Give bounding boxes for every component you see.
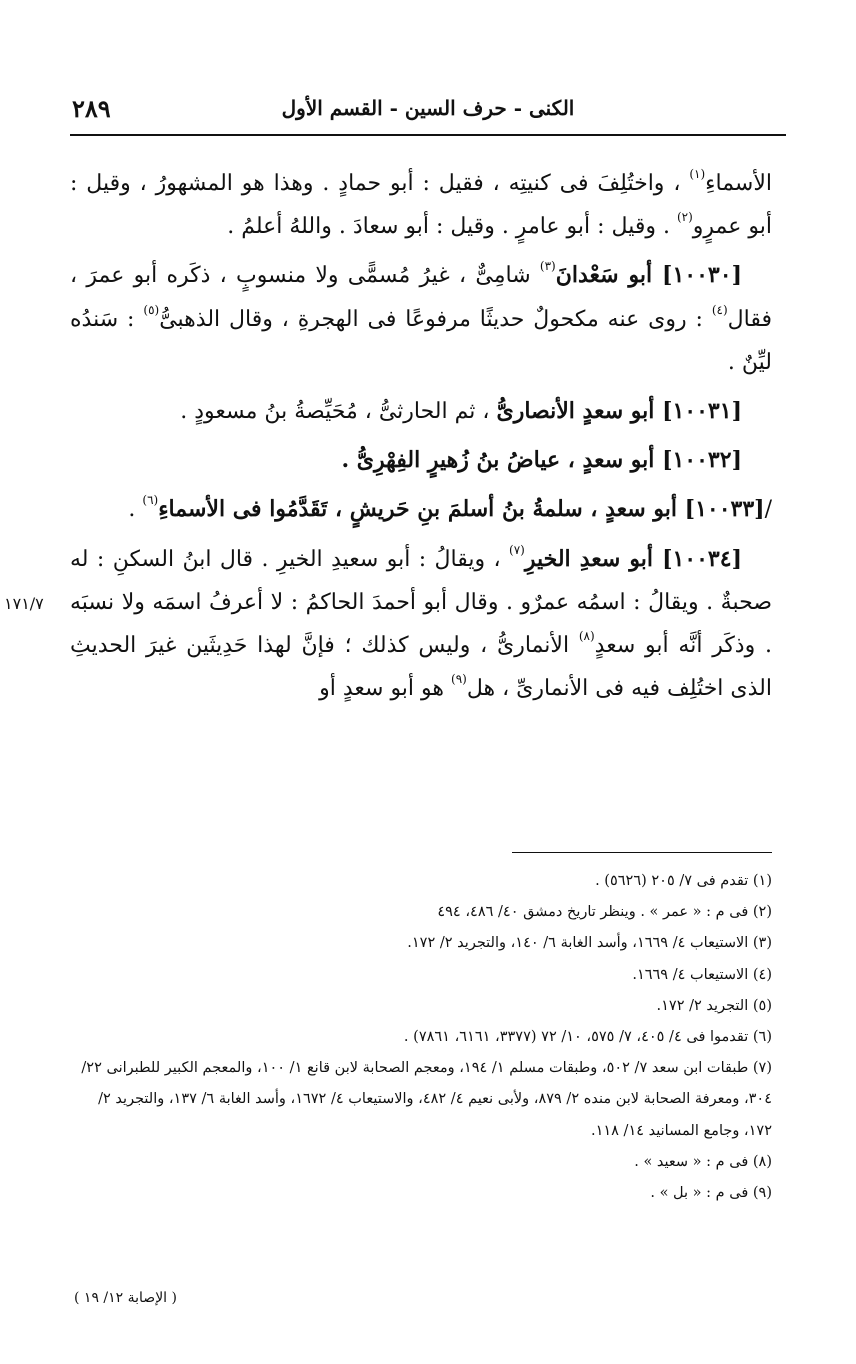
entry-number: [١٠٠٣٠] xyxy=(662,262,742,289)
text-run: : سَندُه ليِّنٌ . xyxy=(70,306,772,375)
source-edition-reference: ( الإصابة ١٢/ ١٩ ) xyxy=(74,1290,177,1306)
entry-number: [١٠٠٣٣] xyxy=(684,496,765,523)
text-run: ، واختُلِفَ فى كنيتِه ، فقيل : أبو حمادٍ . وهذا هو المشهورُ ، وقيل : أبو عمرٍو xyxy=(70,171,772,240)
entry-number: [١٠٠٣١] xyxy=(662,398,742,425)
footnote-ref-7[interactable]: (٧) xyxy=(509,542,525,557)
entry-10032 xyxy=(70,439,772,482)
text-run: . xyxy=(128,497,143,523)
entry-number: [١٠٠٣٤] xyxy=(662,545,742,572)
footnote-8: (٨) فى م : « سعيد » . xyxy=(634,1153,772,1170)
footnote-4: (٤) الاستيعاب ٤/ ١٦٦٩. xyxy=(632,966,772,983)
footnote-ref-1[interactable]: (١) xyxy=(689,167,706,181)
footnote-ref-8[interactable]: (٨) xyxy=(578,629,595,644)
entry-10031 xyxy=(70,390,772,433)
paragraph-continuation xyxy=(70,162,772,248)
footnote-1: (١) تقدم فى ٧/ ٢٠٥ (٥٦٢٦) . xyxy=(595,873,772,889)
text-run: . وقيل : أبو عامرٍ . وقيل : أبو سعادَ . واللهُ أعلمُ . xyxy=(227,214,677,240)
running-title: الكنى - حرف السين - القسم الأول xyxy=(281,96,575,120)
footnote-ref-6[interactable]: (٦) xyxy=(142,493,159,508)
footnote-ref-3[interactable]: (٣) xyxy=(539,259,556,274)
entry-name: أبو سَعْدانَ xyxy=(555,262,663,289)
main-text xyxy=(70,162,772,716)
page-number: ٢٨٩ xyxy=(72,94,111,123)
footnote-2: (٢) فى م : « عمر » . وينظر تاريخ دمشق ٤٠/ ٤٨٦، ٤٩٤ xyxy=(437,904,772,921)
text-run: هو أبو سعدٍ أو xyxy=(319,676,451,702)
entry-name: أبو سعدٍ الأنصارىُّ xyxy=(496,398,663,425)
text-run: شامِىٌّ ، غيرُ مُسمًّى ولا منسوبٍ ، ذكَره أبو عمرَ ، فقال xyxy=(70,263,772,332)
footnote-ref-5[interactable]: (٥) xyxy=(143,302,160,317)
entry-name: أبو سعدٍ ، عياضُ بنُ زُهيرٍ الفِهْرِىُّ . xyxy=(341,447,663,474)
margin-volume-reference: ١٧١/٧ xyxy=(4,594,44,613)
entry-10030 xyxy=(70,254,772,384)
text-run: : روى عنه مكحولٌ حديثًا مرفوعًا فى الهجرةِ ، وقال الذهبىُّ xyxy=(159,306,712,332)
footnote-ref-4[interactable]: (٤) xyxy=(711,302,728,317)
footnote-ref-2[interactable]: (٢) xyxy=(676,210,693,225)
footnotes xyxy=(70,866,772,1209)
entry-name: أبو سعدِ الخيرِ xyxy=(524,545,663,572)
footnote-ref-9[interactable]: (٩) xyxy=(451,672,467,687)
page-header xyxy=(72,92,784,132)
footnote-9: (٩) فى م : « بل » . xyxy=(650,1185,772,1202)
footnote-3: (٣) الاستيعاب ٤/ ١٦٦٩، وأسد الغابة ٦/ ١٤٠، والتجريد ٢/ ١٧٢. xyxy=(407,935,772,952)
entry-10034 xyxy=(70,538,772,711)
footnote-7: (٧) طبقات ابن سعد ٧/ ٥٠٢، وطبقات مسلم ١/ ١٩٤، ومعجم الصحابة لابن قانع ١/ ١٠٠، والمعجم الكبير للطبرانى ٢٢/ ٣٠٤، ومعرفة الصحابة لابن منده ٢/ ٨٧٩، ولأبى نعيم ٤/ ٤٨٢، والاستيعاب ٤/ ١٦٧٢، وأسد الغابة ٦/ ١٣٧، والتجريد ٢/ ١٧٢، وجامع المسانيد ١٤/ ١١٨. xyxy=(81,1060,772,1139)
entry-number: [١٠٠٣٢] xyxy=(662,447,742,474)
entry-name: أبو سعدٍ ، سلمةُ بنُ أسلمَ بنِ حَريشٍ ، تَقَدَّمُوا فى الأسماءِ xyxy=(158,496,685,523)
text-run: الأسماءِ xyxy=(705,171,772,196)
entry-10033 xyxy=(70,488,772,531)
page-break-marker: / xyxy=(764,497,772,523)
header-divider xyxy=(70,134,786,136)
text-run: ، ويقالُ : أبو سعيدِ الخيرِ . قال ابنُ السكنِ : له صحبةٌ . ويقالُ : اسمُه عمرٌو . وقال أبو أحمدَ الحاكمُ : لا أعرفُ اسمَه ولا نسبَه . وذكَر أنَّه أبو سعدٍ xyxy=(70,546,772,659)
footnote-6: (٦) تقدموا فى ٤/ ٤٠٥، ٧/ ٥٧٥، ١٠/ ٧٢ (٣٣٧٧، ٦١٦١، ٧٨٦١) . xyxy=(403,1029,772,1046)
footnote-5: (٥) التجريد ٢/ ١٧٢. xyxy=(656,997,772,1014)
text-run: ، ثم الحارثىُّ ، مُحَيِّصةُ بنُ مسعودٍ . xyxy=(180,399,497,425)
footnote-divider xyxy=(512,852,772,853)
text-run: الأنمارىُّ ، وليس كذلك ؛ فإنَّ لهذا حَدِيثَين غيرَ الحديثِ الذى اختُلِف فيه فى الأنمارىِّ ، هل xyxy=(70,633,772,702)
